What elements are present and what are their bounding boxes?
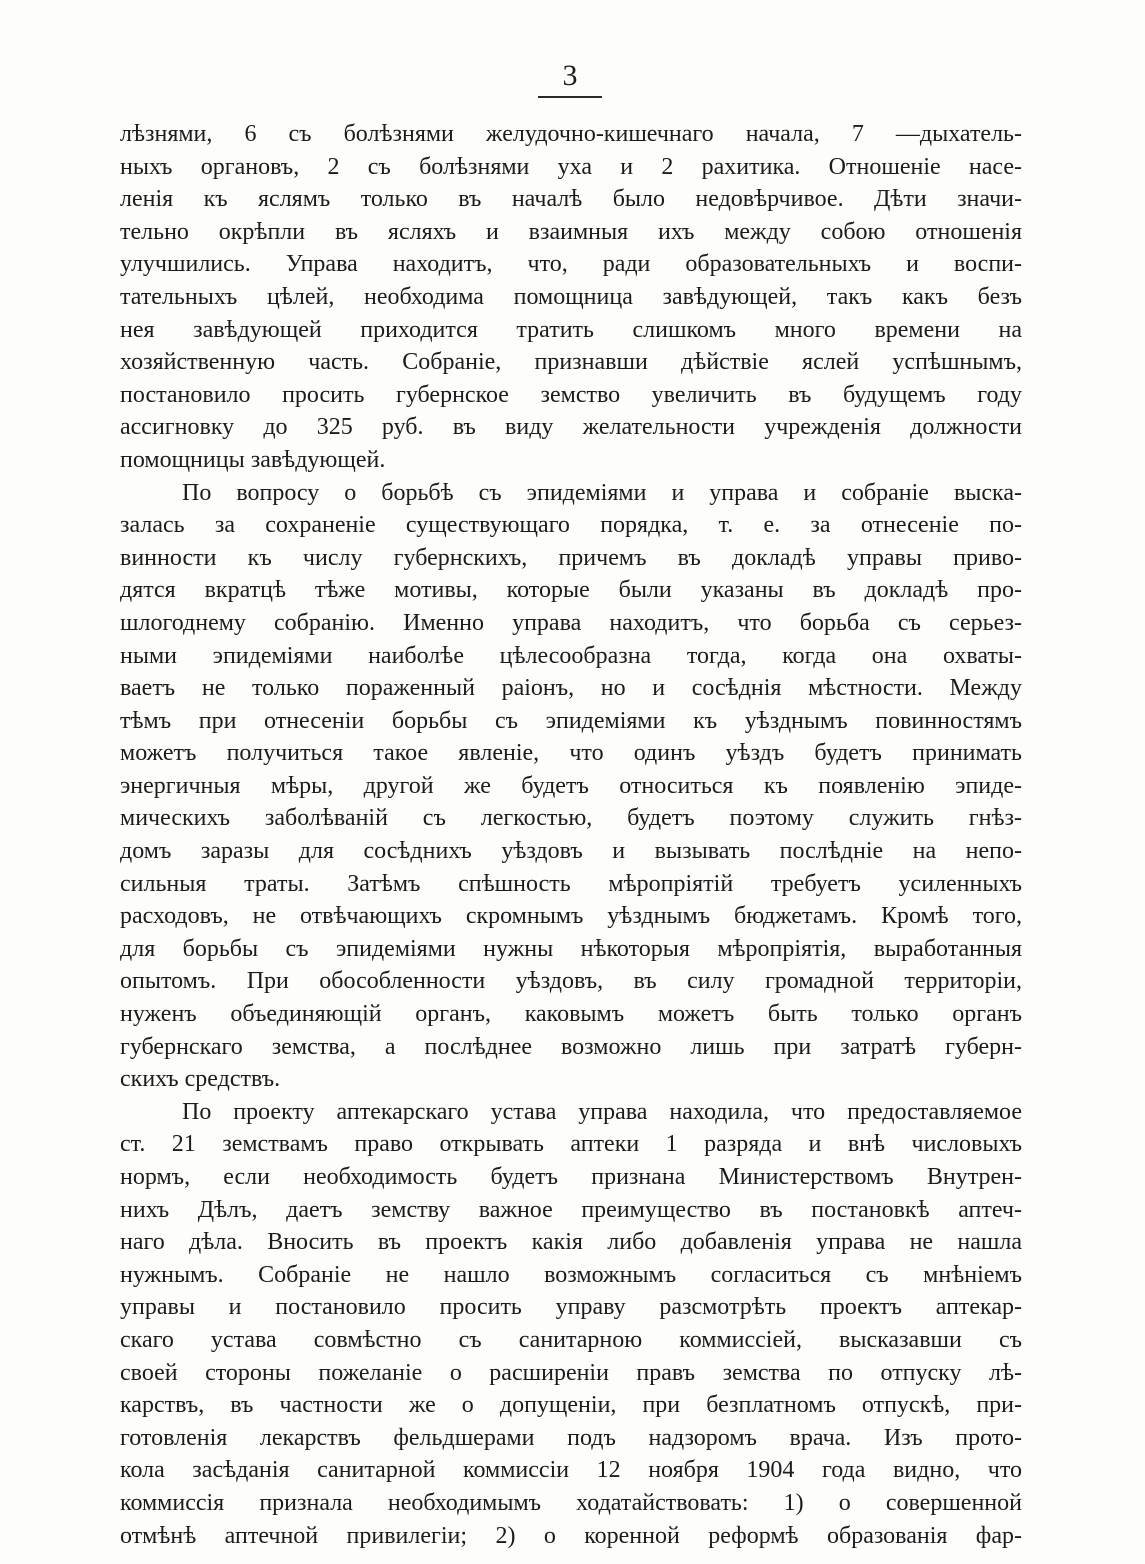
text-line: По проекту аптекарскаго устава управа находила, что предоставляемое [182,1098,1022,1125]
text-line: винности къ числу губернскихъ, причемъ въ докладѣ управы приво- [120,544,1022,571]
text-line: домъ заразы для сосѣднихъ уѣздовъ и вызывать послѣдніе на непо- [120,838,1022,865]
text-line: нормъ, если необходимость будетъ признана Министерствомъ Внутрен- [120,1164,1022,1190]
text-line: помощницы завѣдующей. [120,446,386,473]
text-line: энергичныя мѣры, другой же будетъ относиться къ появленію эпиде- [120,772,1022,799]
body-text [120,118,1022,1552]
text-line: ленія къ яслямъ только въ началѣ было недовѣрчивое. Дѣти значи- [120,186,1022,213]
text-line: лѣзнями, 6 съ болѣзнями желудочно-кишечнаго начала, 7 —дыхатель- [120,121,1022,147]
page-number-rule [538,96,602,98]
text-line: постановило просить губернское земство увеличить въ будущемъ году [120,381,1022,408]
text-line: ныхъ органовъ, 2 съ болѣзнями уха и 2 рахитика. Отношеніе насе- [120,153,1022,180]
text-line: нуженъ объединяющій органъ, каковымъ можетъ быть только органъ [120,1001,1022,1028]
text-line: ассигновку до 325 руб. въ виду желательности учрежденія должности [120,414,1022,441]
text-line: готовленія лекарствъ фельдшерами подъ надзоромъ врача. Изъ прото- [120,1424,1022,1451]
text-line: сильныя траты. Затѣмъ спѣшность мѣропріятій требуетъ усиленныхъ [120,870,1022,897]
text-line: нихъ Дѣлъ, даетъ земству важное преимущество въ постановкѣ аптеч- [120,1196,1022,1223]
text-line: скихъ средствъ. [120,1066,281,1093]
text-line: скаго устава совмѣстно съ санитарною коммиссіей, высказавши съ [120,1326,1022,1353]
text-line: коммиссія признала необходимымъ ходатайствовать: 1) о совершенной [120,1489,1022,1516]
text-line: мическихъ заболѣваній съ легкостью, будетъ поэтому служить гнѣз- [120,805,1022,832]
text-line: тельно окрѣпли въ ясляхъ и взаимныя ихъ между собою отношенія [120,218,1022,245]
text-line: залась за сохраненіе существующаго порядка, т. е. за отнесеніе по- [120,512,1022,539]
text-line: улучшились. Управа находитъ, что, ради образовательныхъ и воспи- [120,251,1022,278]
text-line: управы и постановило просить управу разсмотрѣть проектъ аптекар- [120,1294,1022,1321]
text-line: для борьбы съ эпидеміями нужны нѣкоторыя мѣропріятія, выработанныя [120,935,1022,962]
text-line: карствъ, въ частности же о допущеніи, при безплатномъ отпускѣ, при- [120,1392,1022,1419]
text-line: ст. 21 земствамъ право открывать аптеки 1 разряда и внѣ числовыхъ [120,1131,1022,1158]
text-line: расходовъ, не отвѣчающихъ скромнымъ уѣзднымъ бюджетамъ. Кромѣ того, [120,903,1022,930]
text-line: опытомъ. При обособленности уѣздовъ, въ силу громадной территоріи, [120,968,1022,995]
text-line: дятся вкратцѣ тѣже мотивы, которые были указаны въ докладѣ про- [120,577,1022,604]
text-line: губернскаго земства, а послѣднее возможно лишь при затратѣ губерн- [120,1033,1022,1060]
text-line: тѣмъ при отнесеніи борьбы съ эпидеміями къ уѣзднымъ повинностямъ [120,707,1022,734]
text-line: ными эпидеміями наиболѣе цѣлесообразна тогда, когда она охваты- [120,642,1022,669]
text-line: хозяйственную часть. Собраніе, признавши дѣйствіе яслей успѣшнымъ, [120,349,1022,376]
text-line: кола засѣданія санитарной коммиссіи 12 ноября 1904 года видно, что [120,1457,1022,1484]
page-number: 3 [562,59,578,92]
text-line: нужнымъ. Собраніе не нашло возможнымъ согласиться съ мнѣніемъ [120,1261,1022,1288]
text-line: нея завѣдующей приходится тратить слишкомъ много времени на [120,316,1022,343]
text-line: своей стороны пожеланіе о расширеніи правъ земства по отпуску лѣ- [120,1359,1022,1386]
text-line: ваетъ не только пораженный раіонъ, но и сосѣднія мѣстности. Между [120,675,1022,702]
text-line: наго дѣла. Вносить въ проектъ какія либо добавленія управа не нашла [120,1229,1022,1256]
text-line: шлогоднему собранію. Именно управа находитъ, что борьба съ серьез- [120,609,1022,636]
text-line: По вопросу о борьбѣ съ эпидеміями и управа и собраніе выска- [182,479,1022,506]
text-line: можетъ получиться такое явленіе, что одинъ уѣздъ будетъ принимать [120,740,1022,767]
text-line: отмѣнѣ аптечной привилегіи; 2) о коренной реформѣ образованія фар- [120,1522,1022,1549]
text-line: тательныхъ цѣлей, необходима помощница завѣдующей, такъ какъ безъ [120,283,1022,310]
